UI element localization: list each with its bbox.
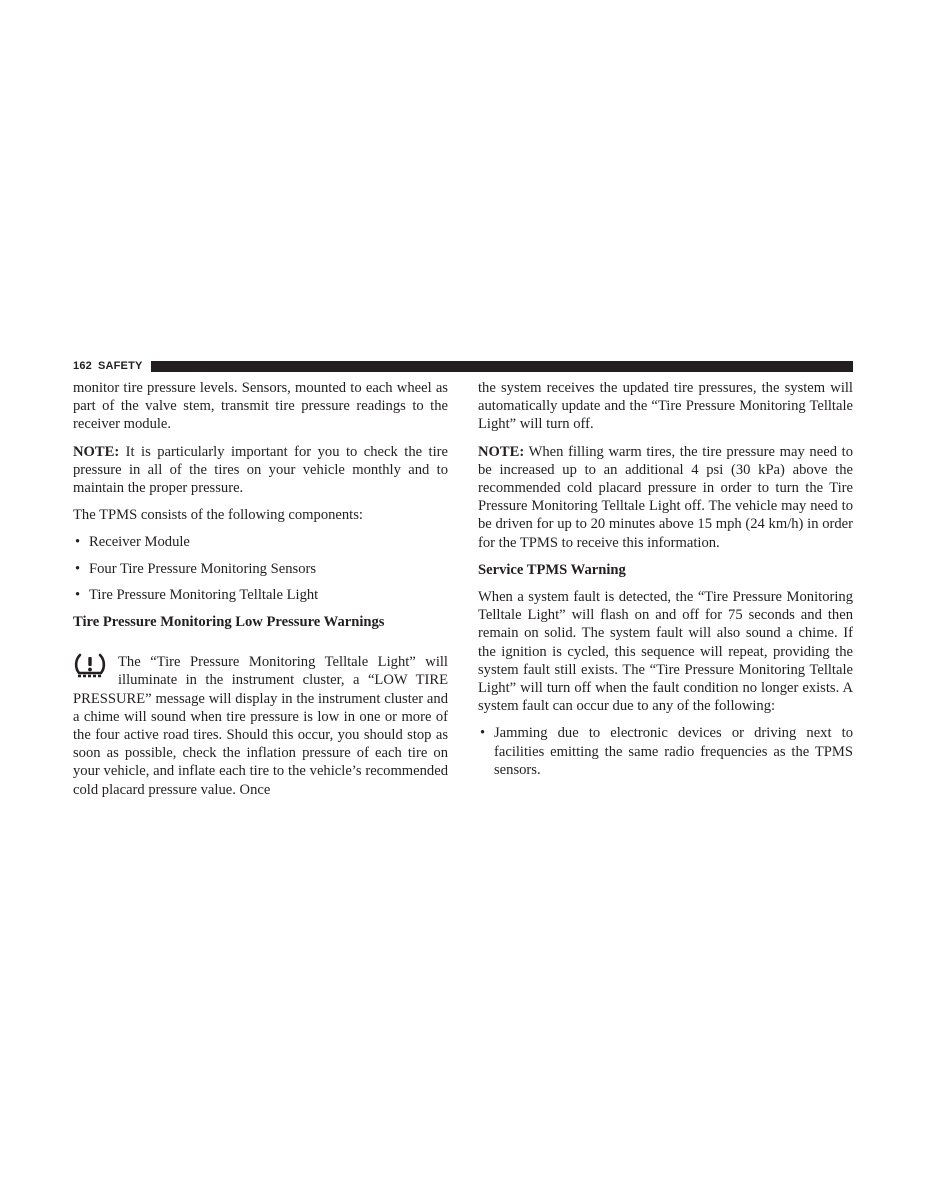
fault-list — [478, 724, 853, 779]
page-header — [73, 358, 853, 374]
list-item: • Tire Pressure Monitoring Telltale Light — [75, 586, 319, 603]
section-heading: Tire Pressure Monitoring Low Pressure Warnings — [73, 614, 385, 631]
list-item-text: Four Tire Pressure Monitoring Sensors — [89, 560, 317, 577]
header-rule — [151, 361, 853, 372]
list-item-text: Receiver Module — [89, 534, 190, 551]
list-item-text: Tire Pressure Monitoring Telltale Light — [89, 586, 319, 603]
note-text: When filling warm tires, the tire pressure may need to be increased up to an additional 4 psi (30 kPa) above the recommended cold placard pressure in order to turn the Tire Pressure Monitoring Telltale Light off. The vehicle may need to be driven for up to 20 minutes above 15 mph (24 km/h) in order for the TPMS to receive this information. — [478, 443, 853, 551]
paragraph: the system receives the updated tire pressures, the system will automatically update and the “Tire Pressure Monitoring Telltale Light” will turn off. — [478, 380, 853, 433]
right-column — [478, 379, 853, 788]
paragraph: The TPMS consists of the following components: — [73, 507, 363, 524]
tire-pressure-warning-icon — [73, 653, 111, 681]
list-item: • Four Tire Pressure Monitoring Sensors — [75, 560, 317, 577]
paragraph: monitor tire pressure levels. Sensors, mounted to each wheel as part of the valve stem, transmit tire pressure readings to the receiver module. — [73, 380, 448, 433]
list-item: • Jamming due to electronic devices or driving next to facilities emitting the same radio frequencies as the TPMS sensors. — [480, 725, 853, 778]
page-number: 162 — [73, 360, 92, 372]
note-paragraph — [73, 443, 448, 498]
paragraph — [73, 653, 448, 799]
paragraph: When a system fault is detected, the “Tire Pressure Monitoring Telltale Light” will flash on and off for 75 seconds and then remain on solid. The system fault will also sound a chime. If the ignition is cycled, this sequence will repeat, providing the system fault still exists. The “Tire Pressure Monitoring Telltale Light” will turn off when the fault condition no longer exists. A system fault can occur due to any of the following: — [478, 589, 853, 715]
section-heading: Service TPMS Warning — [478, 561, 626, 578]
paragraph-text: The “Tire Pressure Monitoring Telltale Light” will illuminate in the instrument cluster, a “LOW TIRE PRESSURE” message will display in the instrument cluster and a chime will sound when tire pressure is low in one or more of the four active road tires. Should this occur, you should stop as soon as possible, check the inflation pressure of each tire on your vehicle, and inflate each tire to the vehicle’s recommended cold placard pressure value. Once — [73, 654, 448, 798]
left-column — [73, 379, 448, 808]
section-title: SAFETY — [97, 360, 143, 372]
list-item-text: Jamming due to electronic devices or driving next to facilities emitting the same radio frequencies as the TPMS sensors. — [494, 725, 853, 778]
list-item: • Receiver Module — [75, 534, 190, 551]
note-text: It is particularly important for you to check the tire pressure in all of the tires on your vehicle monthly and to maintain the proper pressure. — [73, 443, 448, 497]
note-paragraph — [478, 443, 853, 552]
note-label: NOTE: — [73, 443, 120, 460]
component-list — [73, 533, 448, 604]
note-label: NOTE: — [478, 443, 525, 460]
